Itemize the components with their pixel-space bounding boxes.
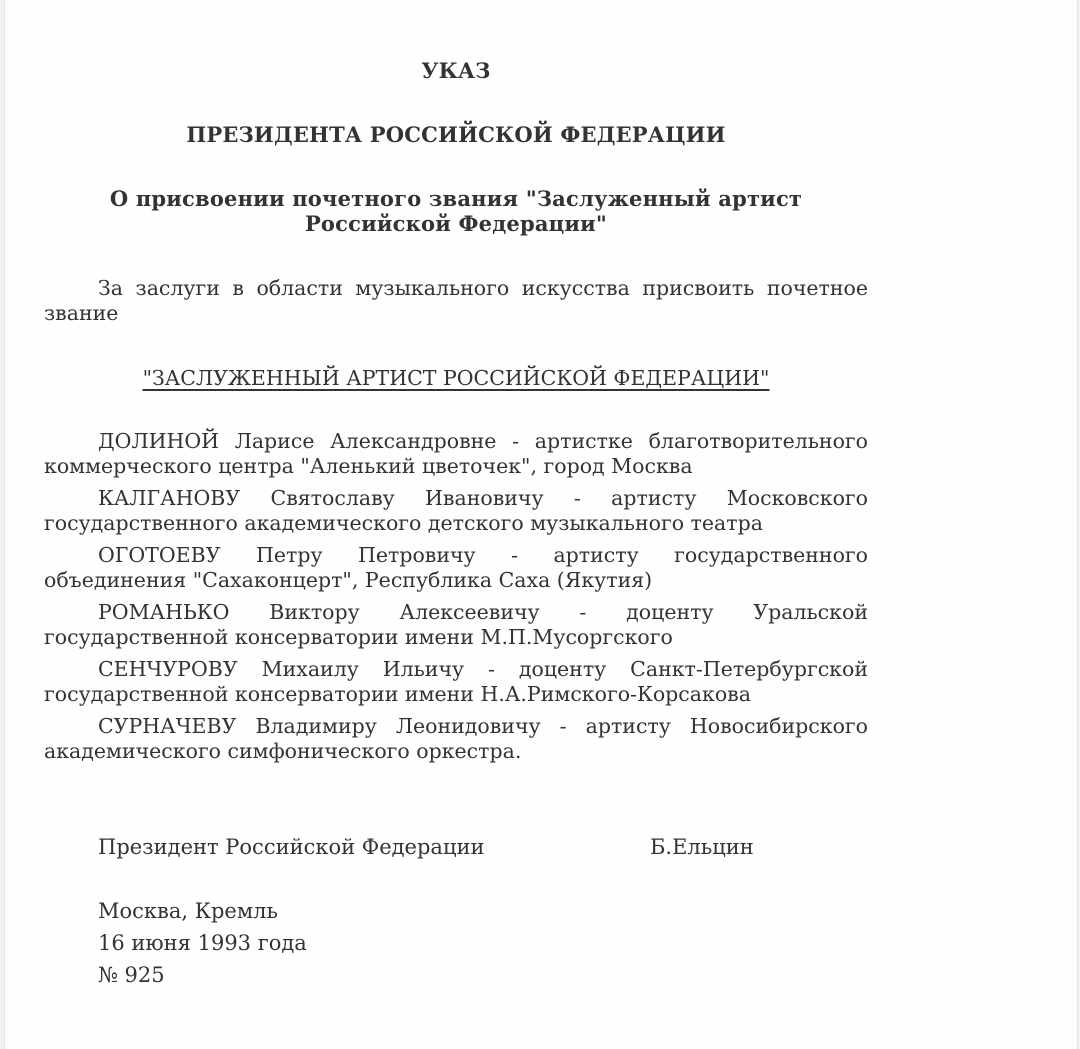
recipient-item: СЕНЧУРОВУ Михаилу Ильичу - доценту Санкт-Петербургской государственной консерватории имени Н.А.Римского-Корсакова xyxy=(44,657,868,706)
subject-line-1: О присвоении почетного звания "Заслуженный артист xyxy=(109,186,803,211)
signature-position: Президент Российской Федерации xyxy=(98,835,485,859)
recipient-item: ОГОТОЕВУ Петру Петровичу - артисту государственного объединения "Сахаконцерт", Республика Саха (Якутия) xyxy=(44,543,868,592)
awarded-title-text: "ЗАСЛУЖЕННЫЙ АРТИСТ РОССИЙСКОЙ ФЕДЕРАЦИИ" xyxy=(142,366,770,390)
document-page xyxy=(4,0,1078,1049)
document-heading: УКАЗ xyxy=(421,58,491,83)
document-number: № 925 xyxy=(98,963,165,987)
subject-line-2: Российской Федерации" xyxy=(304,211,608,236)
recipient-item: КАЛГАНОВУ Святославу Ивановичу - артисту Московского государственного академического детского музыкального театра xyxy=(44,486,868,535)
preamble-paragraph: За заслуги в области музыкального искусства присвоить почетное звание xyxy=(44,276,868,325)
recipient-item: СУРНАЧЕВУ Владимиру Леонидовичу - артисту Новосибирского академического симфонического оркестра. xyxy=(44,714,868,763)
recipient-item: ДОЛИНОЙ Ларисе Александровне - артистке благотворительного коммерческого центра "Аленький цветочек", город Москва xyxy=(44,429,868,478)
document-place: Москва, Кремль xyxy=(98,899,278,923)
document-issuer: ПРЕЗИДЕНТА РОССИЙСКОЙ ФЕДЕРАЦИИ xyxy=(186,122,726,147)
document-date: 16 июня 1993 года xyxy=(98,931,307,955)
recipient-item: РОМАНЬКО Виктору Алексеевичу - доценту Уральской государственной консерватории имени М.П.Мусоргского xyxy=(44,600,868,649)
document-subject xyxy=(5,186,907,236)
signature-name: Б.Ельцин xyxy=(650,835,754,859)
awarded-title xyxy=(5,366,907,391)
